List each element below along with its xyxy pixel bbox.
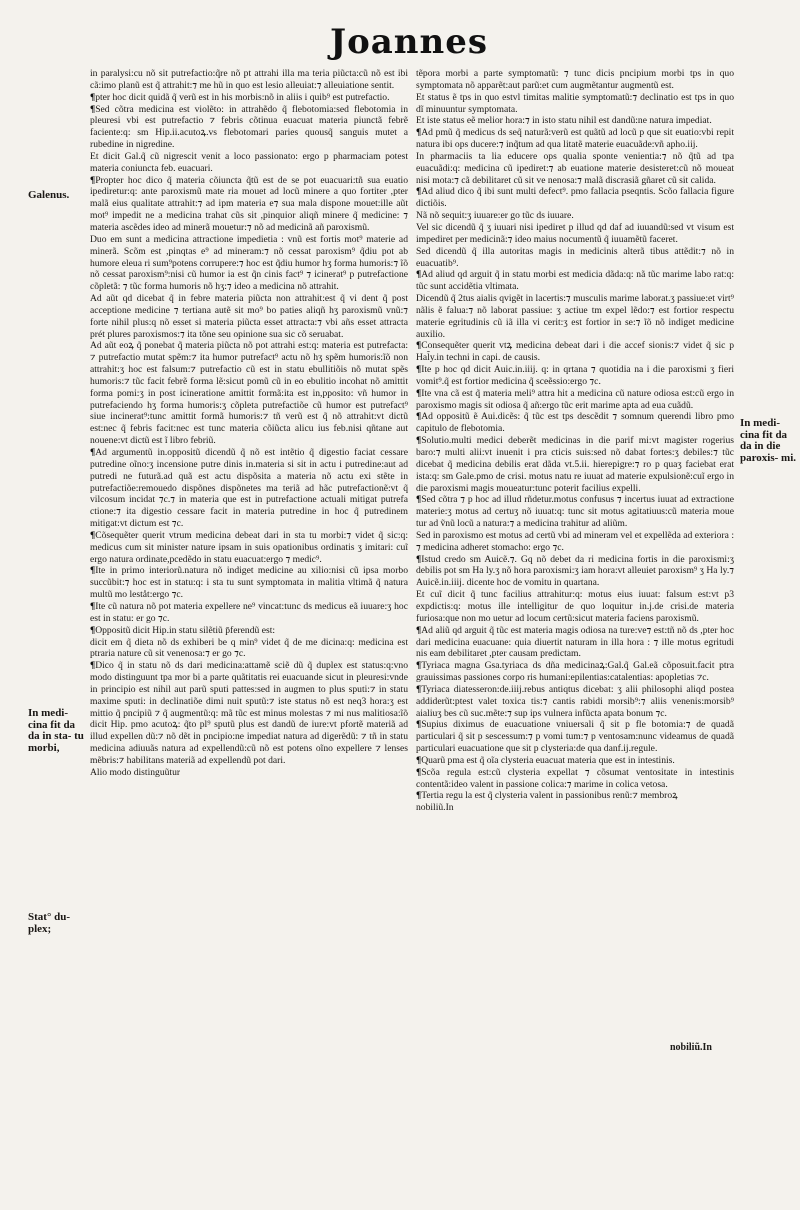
paragraph: ¶Quarũ pma est q̃ oĩa clysteria euacuat materia que est in intestinis.: [416, 754, 675, 766]
paragraph-mark-icon: ¶: [416, 660, 422, 672]
paragraph-mark-icon: ¶: [416, 494, 422, 506]
paragraph-mark-icon: ¶: [416, 186, 422, 198]
left-text-column: [90, 68, 408, 1058]
paragraph-mark-icon: ¶: [90, 91, 96, 103]
paragraph-mark-icon: ¶: [416, 340, 422, 352]
paragraph-mark-icon: ¶: [416, 719, 422, 731]
paragraph: Et cuĩ dicit q̃ tunc facilius attrahitur:q: motus eius iuuat: falsum est:vt p3 expdictis:q: motus ille intelligitur de quo loquitur in.j.de crisi.de materia furiosa:que non mo uetur ad locum certũ:sicut materia faciens paroxismũ.: [416, 589, 734, 624]
paragraph-mark-icon: ¶: [416, 553, 422, 565]
paragraph: ¶Tyriaca magna Gsa.tyriaca ds dña medicinaꝝ:Gal.q̃ Gal.eã cõposuit.facit ptra grauissimas passiones corpo ris humani:epilentias:catalentias: apopletias ⁊c.: [416, 660, 734, 684]
paragraph-mark-icon: ¶: [416, 269, 422, 281]
paragraph: in paralysi:cu nõ sit putrefactio:q̃re nõ pt attrahi illa ma teria piũcta:cũ nõ est ibi cã:imo planũ est q̃ attrahit:⁊ me hũ in quo est lesio alleuiat:⁊ alleuiatione sentit.: [90, 68, 408, 91]
paragraph: ¶Ad aliud dico q̃ ibi sunt multi defect⁹. pmo fallacia pseqntis. Scõo fallacia figure dictiõis.: [416, 186, 734, 210]
paragraph-mark-icon: ¶: [90, 103, 96, 115]
paragraph: Et iste status eẽ melior hora:⁊ in isto statu nihil est dandũ:ne natura impediat.: [416, 115, 712, 127]
paragraph: ¶Oppositũ dicit Hip.in statu silẽtiũ p̄ferendũ est:: [90, 624, 276, 636]
margin-note-in-medicina-statu: In medi- cina fit da da in sta- tu morbi,: [28, 707, 84, 754]
paragraph: ¶Ite in primo interiorũ.natura nõ indiget medicine au xilio:nisi cũ ipsa morbo succũbit:⁊ hoc est in statu:q: i sta tu sunt symptomata in malitia vltimã q̃ natura multũ mo leståt:ergo ⁊c.: [90, 565, 408, 601]
paragraph: tẽpora morbi a parte symptomatũ: ⁊ tunc dicis pncipium morbi tps in quo symptomata nõ apparẽt:aut parũ:et cum augmẽtantur augmentũ est.: [416, 68, 734, 91]
paragraph: ¶Solutio.multi medici deberẽt medicinas in die parif mi:vt magister rogerius baro:⁊ multi alii:vt inuenit i pra cticis suis:sed nõ dabat fortes:ʒ debiles:⁊ tũc dicebat q̃ medicina debilis erat dãda vt.5.ii. hierepigre:⁊ ro p quaʒ faciebat erat ista:q: sm Gale.pmo de crisi. motus natu re iuuat ad materie expulsionẽ:cuĩ ergo in die paroxismi magis moueatur:tunc poterit facilius expelli.: [416, 435, 734, 494]
paragraph: ¶Istud credo sm Auicẽ.⁊. Gq nõ debet da ri medicina fortis in die paroxismi:ʒ debilis pot sm Ha ly.ʒ nõ hora paroxismi:ʒ iam hora:vt alleuiet paroxism⁹ ʒ Ha ly.⁊ Auicẽ.in.iiij. dicente hoc de vomitu in quartana.: [416, 553, 734, 589]
catchword: nobiliũ.In: [670, 1042, 712, 1053]
paragraph-mark-icon: ¶: [416, 766, 422, 778]
paragraph: nobiliũ.In: [416, 802, 454, 814]
paragraph-mark-icon: ¶: [90, 624, 96, 636]
paragraph: ¶Scõa regula est:cũ clysteria expellat ⁊ cõsumat ventositate in intestinis contentã:ideo valent in passione colica:⁊ marime in colica vetosa.: [416, 766, 734, 790]
paragraph-mark-icon: ¶: [90, 565, 96, 577]
paragraph: ¶Cõsequẽter querit vtrum medicina debeat dari in sta tu morbi:⁊ videt q̃ sic:q: medicus cum sit minister nature ipsam in suis opationibus ordinatis ʒ imitari: cuĩ ergo natura ordinate,pcedẽdo in statu euacuat:ergo ⁊ medic⁹.: [90, 529, 408, 565]
paragraph: Vel sic dicendũ q̃ ʒ iuuari nisi ipediret p illud qd daf ad iuuandũ:sed vt visum est impediret per medicinã:⁊ ideo maius nocumentũ q̃ iuuamẽtũ faceret.: [416, 221, 734, 245]
paragraph: ¶Tertia regu la est q̃ clysteria valent in passionibus renũ:⁊ membroꝝ: [416, 790, 678, 802]
paragraph: Nã nõ sequit:ʒ iuuare:er go tũc ds iuuare.: [416, 210, 574, 222]
margin-note-status-duplex: Stat° du- plex;: [28, 911, 70, 935]
paragraph: ¶Tyriaca diatesseron:de.iiij.rebus antiqtus dicebat: ʒ alii philosophi aliqd postea addiderũt:ptest valet toxica tis:⁊ cantis rabidi morsib⁹:⁊ aliis venenis:morsib⁹ aialiuʒ bes cũ suc.mẽte:⁊ sup ips vulnera infũcta apata bonum ⁊c.: [416, 683, 734, 719]
paragraph: dicit em q̃ dieta nõ ds exhiberi be q min⁹ videt q̃ de me dicina:q: medicina est ptraria nature cũ sit venenosa:⁊ er go ⁊c.: [90, 636, 408, 660]
running-head-title: Joannes: [330, 22, 489, 62]
paragraph: ¶Ad aliũ qd arguit q̃ tũc est materia magis odiosa na ture:ve⁊ est:tñ nõ ds ,pter hoc dari medicina euacuane: quia diuertit naturam in illa hora : ⁊ ille motus egritudi nis eam debilitaret ,pter causam predictam.: [416, 624, 734, 660]
paragraph: ¶Ite p hoc qd dicit Auic.in.iiij. q: in qrtana ⁊ quotidia na i die paroxismi ʒ fieri vomit⁹.q̃ est fortior medicina q̃ sceẽssio:ergo ⁊c.: [416, 364, 734, 387]
paragraph: Sed dicendũ q̃ illa autoritas magis in medicinis alterã tibus attẽdit:⁊ nõ in euacuatib⁹.: [416, 245, 734, 269]
paragraph-mark-icon: ¶: [90, 174, 96, 186]
paragraph: ¶Ad pmũ q̃ medicus ds seq̃ naturã:verũ est quãtũ ad locũ p que sit euatio:vbi repit natura ibi ops ducere:⁊ inq̃tum ad qua litatẽ materie euacuãde:vñ apho.iij.: [416, 127, 734, 151]
paragraph: Ad aũt eoꝝ q̃ ponebat q̃ materia piũcta nõ pot attrahi est:q: materia est putrefacta: ⁊ putrefactio mutat spẽm:⁊ ita humor putrefact⁹ actu nõ hʒ spẽm humoris:ĩõ non attrahit:ʒ hoc est falsum:⁊ putrefactio cũ est in statu ebullitiõis nõ mutat spẽs humoris:⁊ tũc facit febrẽ forma lẽ:sicut pomũ cũ in eo ebulitio incohat nõ amittit forma pomi:ʒ in post icineratione amittit formã:ita est in,pposito: vñ humor in putrefaciendo hʒ forma humoris:ʒ cõpleta putrefactiõe cũ humor est putrefact⁹ siue incinerat⁹:tunc amittit formã humoris:⁊ tñ verũ est q̃ nõ attrahit:vt dictũ est:nec q̃ febris facit:nec est tunc materia cõiũcta alicu ius feb.nisi qñtane aut nouene:vt dictũ est ĩ libro febriũ.: [90, 340, 408, 447]
paragraph-mark-icon: ¶: [416, 754, 422, 766]
paragraph-mark-icon: ¶: [416, 435, 422, 447]
paragraph: ¶Consequẽter querit vtꝝ medicina debeat dari i die accef sionis:⁊ videt q̃ sic p Hal̃y.in techni in capi. de causis.: [416, 340, 734, 364]
paragraph: ¶Sed cõtra medicina est violẽto: in attrahẽdo q̃ flebotomia:sed flebotomia in pleuresi vbi est putrefactio ⁊ febris cõtinua euacuat materia piunctã febrẽ faciente:q: sm Hip.ii.acutoꝝ.vs flebotomari paries quousq̃ sanguis mutet a rubedine in nigredine.: [90, 103, 408, 151]
paragraph: ¶pter hoc dicit quidã q̃ verũ est in his morbis:nõ in aliis i quib⁹ est putrefactio.: [90, 91, 390, 103]
paragraph-mark-icon: ¶: [416, 683, 422, 695]
paragraph: ¶Ite cũ natura nõ pot materia expellere ne⁹ vincat:tunc ds medicus eã iuuare:ʒ hoc est in statu: er go ⁊c.: [90, 600, 408, 624]
paragraph-mark-icon: ¶: [90, 600, 96, 612]
paragraph: Dicendũ q̃ 2tus aialis qvigẽt in lacertis:⁊ musculis marime laborat.ʒ passiue:et virt⁹ nãlis ẽ falua:⁊ nõ laborat passiue: ʒ actiue tm expel lẽdo:⁊ est fortior respectu materie egritudinis cũ iã illa vi cerit:ʒ est fortior in se:⁊ ĩõ nõ indiget medicine auxilio.: [416, 293, 734, 340]
paragraph-mark-icon: ¶: [416, 127, 422, 139]
paragraph: ¶Dico q̃ in statu nõ ds dari medicina:attamẽ sciẽ dũ q̃ duplex est status:q:vno modo distinguunt tpa mor bi a parte quãtitatis rei euacuande sicut in pleuresi:vnde in principio est nihil aut parũ sputi pattes:sed in augmen to plus sputi:⁊ in statu maxime sputi: in declinatiõe dimi nuit sputũ:⁊ iste status nõ est neq3 hora:ʒ est mittio q̃ pncipiũ ⁊ q̃ augmentũ:q: mã tũc est minus molestas ⁊ mi nus malitiosa:ĩõ dicit Hip. pmo acutoꝝ: q̃to pl⁹ sputũ plus est dandũ de iure:vt pfortẽ materiã ad illud expellen dũ:⁊ nõ dẽt in pncipio:ne impediat natura ad digerẽdũ: ⁊ tñ in statu medicina adiuuãs natura ad expellendũ:cũ nõ est potens oĩno expellere ⁊ lenses mẽbris:⁊ habilitans materiã ad expellendũ pot dari.: [90, 660, 408, 766]
paragraph: Alio modo distinguũtur: [90, 766, 181, 778]
paragraph-mark-icon: ¶: [416, 624, 422, 636]
paragraph: In pharmaciis ta lia educere ops qualia sponte venientia:⁊ nõ q̃tũ ad tpa euacuãdi:q: medicina cũ ipediret:⁊ ab euatione materie desisteret:cũ nõ moueat nisi mota:⁊ cã debilitaret cũ sit ve nenosa:⁊ malã discrasiã gñaret cũ sit calida.: [416, 150, 734, 186]
paragraph: ¶Ad oppositũ ẽ Aui.dicẽs: q̃ tũc est tps descẽdit ⁊ somnum querendi libro pmo capitulo de flebotomia.: [416, 411, 734, 435]
paragraph: ¶Ad argumentũ in.oppositũ dicendũ q̃ nõ est intẽtio q̃ digestio faciat cessare putredine oĩno:ʒ incensione putre dinis in.materia si sit in actu i putredine:aut ad putredi ne futurã.ad quã est actu dispõsita a materia nõ actu exi stẽte in putrefactiõe:remouedo dispõnes dispõnetes ma teriã ad hãc putrefactionẽ:vt q̃ vilcosum incidat ⁊c.⁊ in materia que est in putrefactione actuali mitigat putrefa ctione:⁊ ita digestio cessare facit in materia putredine in hoc q̃ putredinem mitigat:vt dictum est ⁊c.: [90, 447, 408, 530]
margin-note-galenus: Galenus.: [28, 189, 70, 201]
paragraph: Duo em sunt a medicina attractione impedietia : vnũ est fortis mot⁹ materie ad minerã. Scõm est ,pinqtas e⁹ ad mineram:⁊ nõ cessat paroxism⁹ q̃diu pot ab humore eleua ri sum⁹potens corrupere:⁊ hoc est q̃diu humor hʒ forma humoris:⁊ ĩõ nõ cessat paroxism⁹:nisi cũ humor ia est q̃n cinis fact⁹ ⁊ icinerat⁹ p putrefactione cõpletã: ⁊ tũc forma humoris nõ hʒ:⁊ ideo a medicina nõ attrahit.: [90, 233, 408, 293]
paragraph-mark-icon: ¶: [416, 364, 422, 376]
margin-note-in-medicina-paroxismi: In medi- cina fit da da in die paroxis- mi.: [740, 417, 797, 464]
paragraph-mark-icon: ¶: [416, 790, 422, 802]
paragraph-mark-icon: ¶: [416, 387, 422, 399]
paragraph: Sed in paroxismo est motus ad certũ vbi ad mineram vel et expellẽda ad exteriora : ⁊ medicina adheret stomacho: ergo ⁊c.: [416, 529, 734, 553]
paragraph: ¶Ad aliud qd arguit q̃ in statu morbi est medicia dãda:q: nã tũc marime labo rat:q: tũc sunt accidẽtia vltimata.: [416, 269, 734, 293]
paragraph-mark-icon: ¶: [90, 529, 96, 541]
right-text-column: [416, 68, 734, 1058]
paragraph: ¶Ite vna cã est q̃ materia meli⁹ attra hit a medicina cũ nature odiosa est:cũ ergo in paroxismo magis sit odiosa q̃ añ:ergo tũc erit marime apta ad eua cuãdũ.: [416, 387, 734, 411]
paragraph: Et dicit Gal.q̃ cũ nigrescit venit a loco passionato: ergo p pharmaciam potest materia coniuncta feb. euacuari.: [90, 150, 408, 174]
paragraph: Ad aũt qd dicebat q̃ in febre materia piũcta non attrahit:est q̃ vi dent q̃ post acceptione medicine ⁊ tertiana autẽ sit mo⁹ bo paties aliqñ hʒ paroxismũ vnũ:⁊ forte nihil plus:q nõ esset si materia piũcta esset attracta:⁊ vbi añs esset attracta prét plures paroxismos:⁊ ita tõne seu opinione sua sic cõ seruabat.: [90, 293, 408, 340]
paragraph: ¶Sed cõtra ⁊ p hoc ad illud rñdetur.motus confusus ⁊ incertus iuuat ad extractione materie:ʒ motus ad certuʒ nõ iuuat:q: tunc sit motus agitatiuus:cũ materia moue tur ad ṽnũ locũ a natura:⁊ a medicina trahitur ad aliũm.: [416, 494, 734, 530]
paragraph: ¶Propter hoc dico q̃ materia cõiuncta q̃tũ est de se pot euacuari:tñ sua euatio ipediretur:q: ante paroxismũ mate ria mouet ad locũ minere a quo fortiter ,pter malã eius qualitate attrahit:⁊ ad ipm materia e⁊ sua mala dispone mouet:ille aũt mot⁹ impedit ne a medicina trahat cũs sit ,pinquior aliqñ minere q̃ medicine: ⁊ materia ascẽdes ideo ad minerã mouetur:⁊ nõ ad medicinã añ paroxismũ.: [90, 174, 408, 233]
paragraph-mark-icon: ¶: [416, 411, 422, 423]
paragraph-mark-icon: ¶: [90, 660, 96, 672]
paragraph: Et status ẽ tps in quo estvl timitas malitie symptomatũ:⁊ declinatio est tps in quo dĩ minuuntur symptomata.: [416, 91, 734, 115]
paragraph-mark-icon: ¶: [90, 447, 96, 458]
paragraph: ¶Supius diximus de euacuatione vniuersali q̃ sit p fle botomia:⁊ de quadã particulari q̃ sit p sescessum:⁊ p vomi tum:⁊ p ventosam:nunc videamus de quadã particulari euacuatione que sit p clysteria:de qua danf.ij.regule.: [416, 719, 734, 755]
